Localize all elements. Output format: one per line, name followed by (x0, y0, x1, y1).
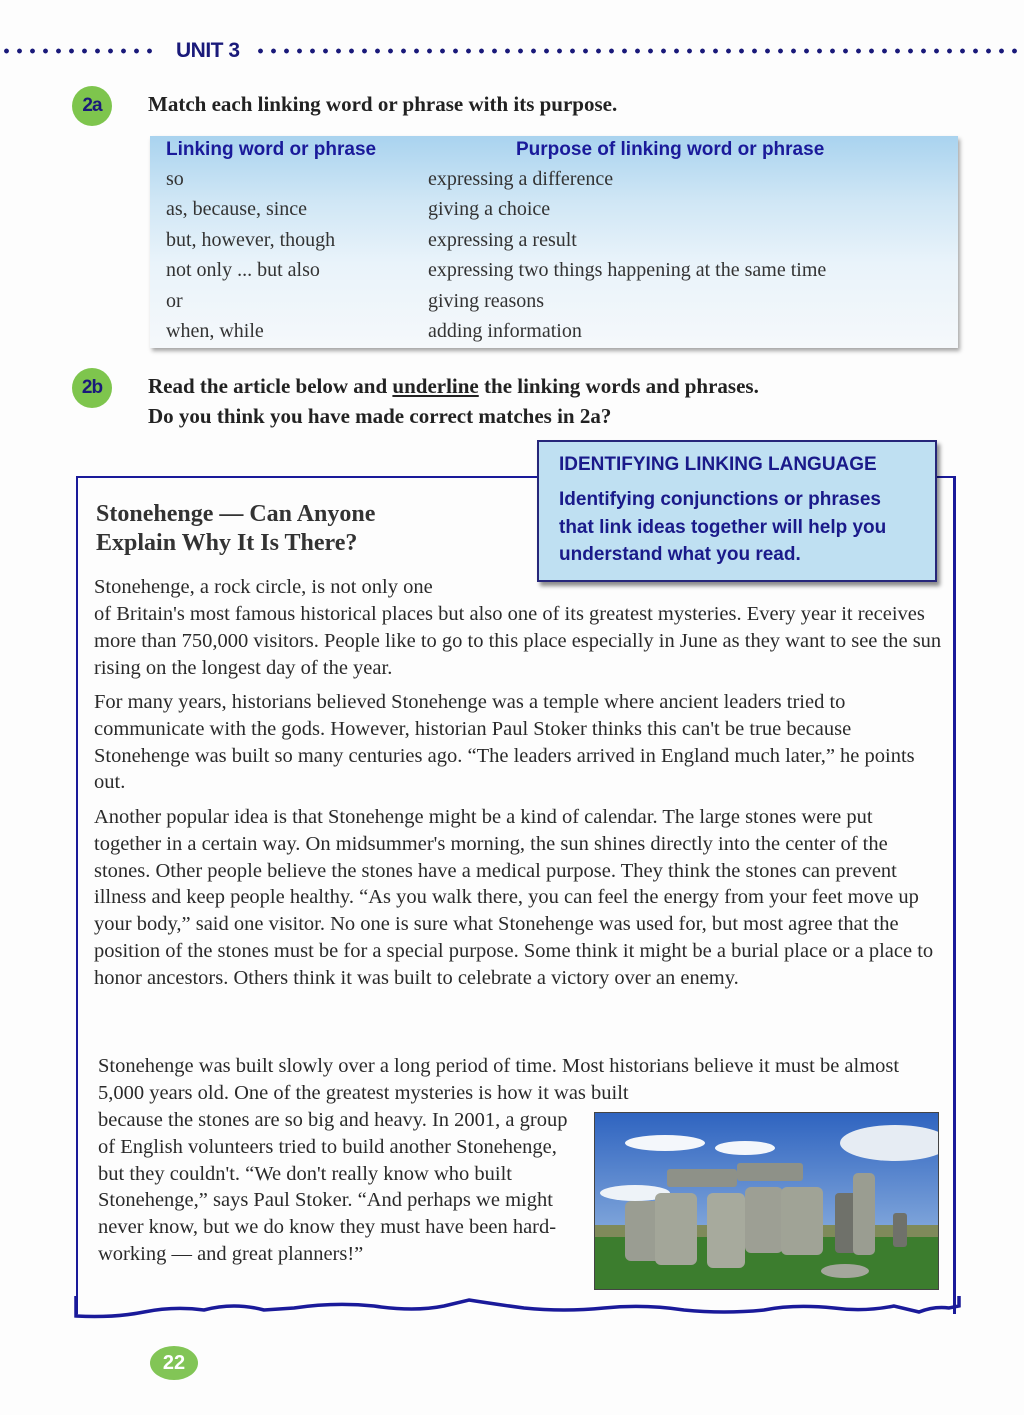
article-title-line: Stonehenge — Can Anyone (96, 501, 376, 527)
column-header: Linking word or phrase (166, 139, 377, 160)
article-paragraph-1-start: Stonehenge, a rock circle, is not only one (94, 576, 433, 598)
exercise-2a-instruction: Match each linking word or phrase with its purpose. (148, 92, 618, 116)
article-title-line: Explain Why It Is There? (96, 530, 358, 556)
linking-word: when, while (166, 320, 264, 343)
article-paragraph-4: Stonehenge was built slowly over a long period of time. Most historians believe it must be almost 5,000 years old. One of the greatest mysteries is how it was built (98, 1055, 900, 1104)
linking-word: or (166, 289, 183, 312)
article-paragraph-2: For many years, historians believed Stonehenge was a temple where ancient leaders tried to communicate with the gods. However, historian Paul Stoker thinks this can't be true because Stonehenge was built so many centuries ago. “The leaders arrived in England much later,” he points out. (94, 691, 915, 794)
instruction-underlined-word: underline (392, 374, 479, 398)
purpose: giving a choice (428, 198, 551, 221)
stonehenge-photo (594, 1112, 939, 1290)
instruction-text-line2: Do you think you have made correct matches in 2a? (148, 404, 612, 428)
instruction-text: the linking words and phrases. (478, 374, 759, 398)
torn-edge-border (74, 1296, 962, 1326)
unit-header (0, 36, 1024, 66)
article-paragraph-1: of Britain's most famous historical places but also one of its greatest mysteries. Every year it receives more than 750,000 visitors. People like to go to this place especially in June as they want to see the sun rising on the longest day of the year. (94, 603, 942, 679)
purpose: giving reasons (428, 289, 545, 312)
table-row (166, 195, 958, 226)
linking-word: as, because, since (166, 198, 308, 221)
exercise-badge-2b: 2b (72, 368, 112, 408)
tip-title: IDENTIFYING LINKING LANGUAGE (559, 454, 877, 475)
exercise-badge-2a: 2a (72, 86, 112, 126)
exercise-2b-instruction (148, 371, 759, 431)
table-header (166, 136, 958, 164)
tip-box (537, 440, 937, 582)
table-row (166, 256, 958, 287)
purpose: expressing a difference (428, 167, 614, 190)
table-row (166, 225, 958, 256)
table-row (166, 286, 958, 317)
dotted-divider-right (254, 48, 1024, 54)
article-title (96, 500, 375, 558)
linking-word: but, however, though (166, 228, 336, 251)
unit-title: UNIT 3 (176, 39, 240, 62)
column-header: Purpose of linking word or phrase (516, 139, 825, 160)
table-row (166, 164, 958, 195)
linking-word: so (166, 167, 184, 190)
purpose: adding information (428, 320, 582, 343)
table-row (166, 317, 958, 348)
tip-body: Identifying conjunctions or phrases that link ideas together will help you understand what you read. (559, 489, 887, 565)
article-paragraph-3: Another popular idea is that Stonehenge might be a kind of calendar. The large stones were put together in a certain way. On midsummer's morning, the sun shines directly into the center of the stones. Other people believe the stones have a medical purpose. They think the stones can prevent illness and keep people healthy. “As you walk there, you can feel the energy from your feet move up your body,” said one visitor. No one is sure what Stonehenge was used for, but most agree that the position of the stones must be for a special purpose. Some think it might be a burial place or a place to honor ancestors. Others think it was built to celebrate a victory over an enemy. (94, 806, 934, 989)
article-paragraph-4-continued: because the stones are so big and heavy. In 2001, a group of English volunteers tried to build another Stonehenge, but they couldn't. “We don't really know who built Stonehenge,” says Paul Stoker. “And perhaps we might never know, but we do know they must have been hard-working — and great planners!” (98, 1109, 568, 1265)
purpose: expressing a result (428, 228, 577, 251)
instruction-text: Read the article below and (148, 374, 393, 398)
dotted-divider-left (0, 48, 158, 54)
linking-word: not only ... but also (166, 259, 320, 282)
stonehenge-image (595, 1113, 939, 1290)
purpose: expressing two things happening at the same time (428, 259, 827, 282)
matching-table (150, 136, 958, 348)
page-number: 22 (150, 1346, 198, 1380)
